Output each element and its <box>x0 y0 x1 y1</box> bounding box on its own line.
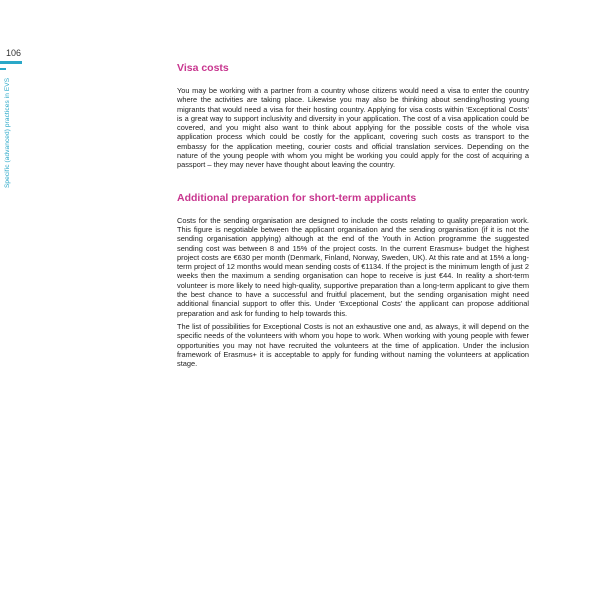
page-content <box>177 62 529 372</box>
running-section-label: Specific (advanced) practices in EVS <box>4 77 11 188</box>
page-number: 106 <box>6 48 22 58</box>
paragraph-visa-costs: You may be working with a partner from a country whose citizens would need a visa to enter the country where the activities are taking place. Likewise you may also be thinking about sending/hosting young migrants that would need a visa for their hosting country. Applying for visa costs within ‘Exceptional Costs’ is a great way to support inclusivity and diversity in your application. The cost of a visa application could be covered, and you might also want to think about applying for the possible costs of the whole visa application process which could be costly for the applicant, covering such costs as transport to the embassy for the application meeting, courier costs and official translation services. Depending on the nature of the young people with whom you might be working you could apply for the cost of acquiring a passport – they may never have thought about leaving the country. <box>177 86 529 170</box>
section-heading-additional-preparation: Additional preparation for short-term applicants <box>177 191 417 204</box>
paragraph-sending-costs: Costs for the sending organisation are designed to include the costs relating to quality preparation work. This figure is negotiable between the applicant organisation and the sending organisation (if it is not the sending organisation applying) although at the end of the Youth in Action programme the suggested sending cost was between 8 and 15% of the project costs. In the current Erasmus+ budget the highest project costs are €630 per month (Denmark, Finland, Norway, Sweden, UK). At this rate and at 15% a long-term project of 12 months would mean sending costs of €1134. If the project is the minimum length of just 2 weeks then the maximum a sending organisation can hope to receive is just €44. In reality a short-term volunteer is more likely to need high-quality, supportive preparation than a long-term applicant to give them the best chance to have a successful and fruitful placement, but the sending organisation might need additional financial support to offer this. Under ‘Exceptional Costs’ the applicant can propose additional preparation and ask for funding to help towards this. <box>177 215 529 318</box>
paragraph-exceptional-costs: The list of possibilities for Exceptional Costs is not an exhaustive one and, as always, it will depend on the specific needs of the volunteers with whom you hope to work. When working with young people with fewer opportunities you may not have recruited the volunteers at the time of application. Under the inclusion framework of Erasmus+ it is acceptable to apply for funding without naming the volunteers at application stage. <box>177 321 529 369</box>
section-heading-visa-costs: Visa costs <box>177 62 229 74</box>
